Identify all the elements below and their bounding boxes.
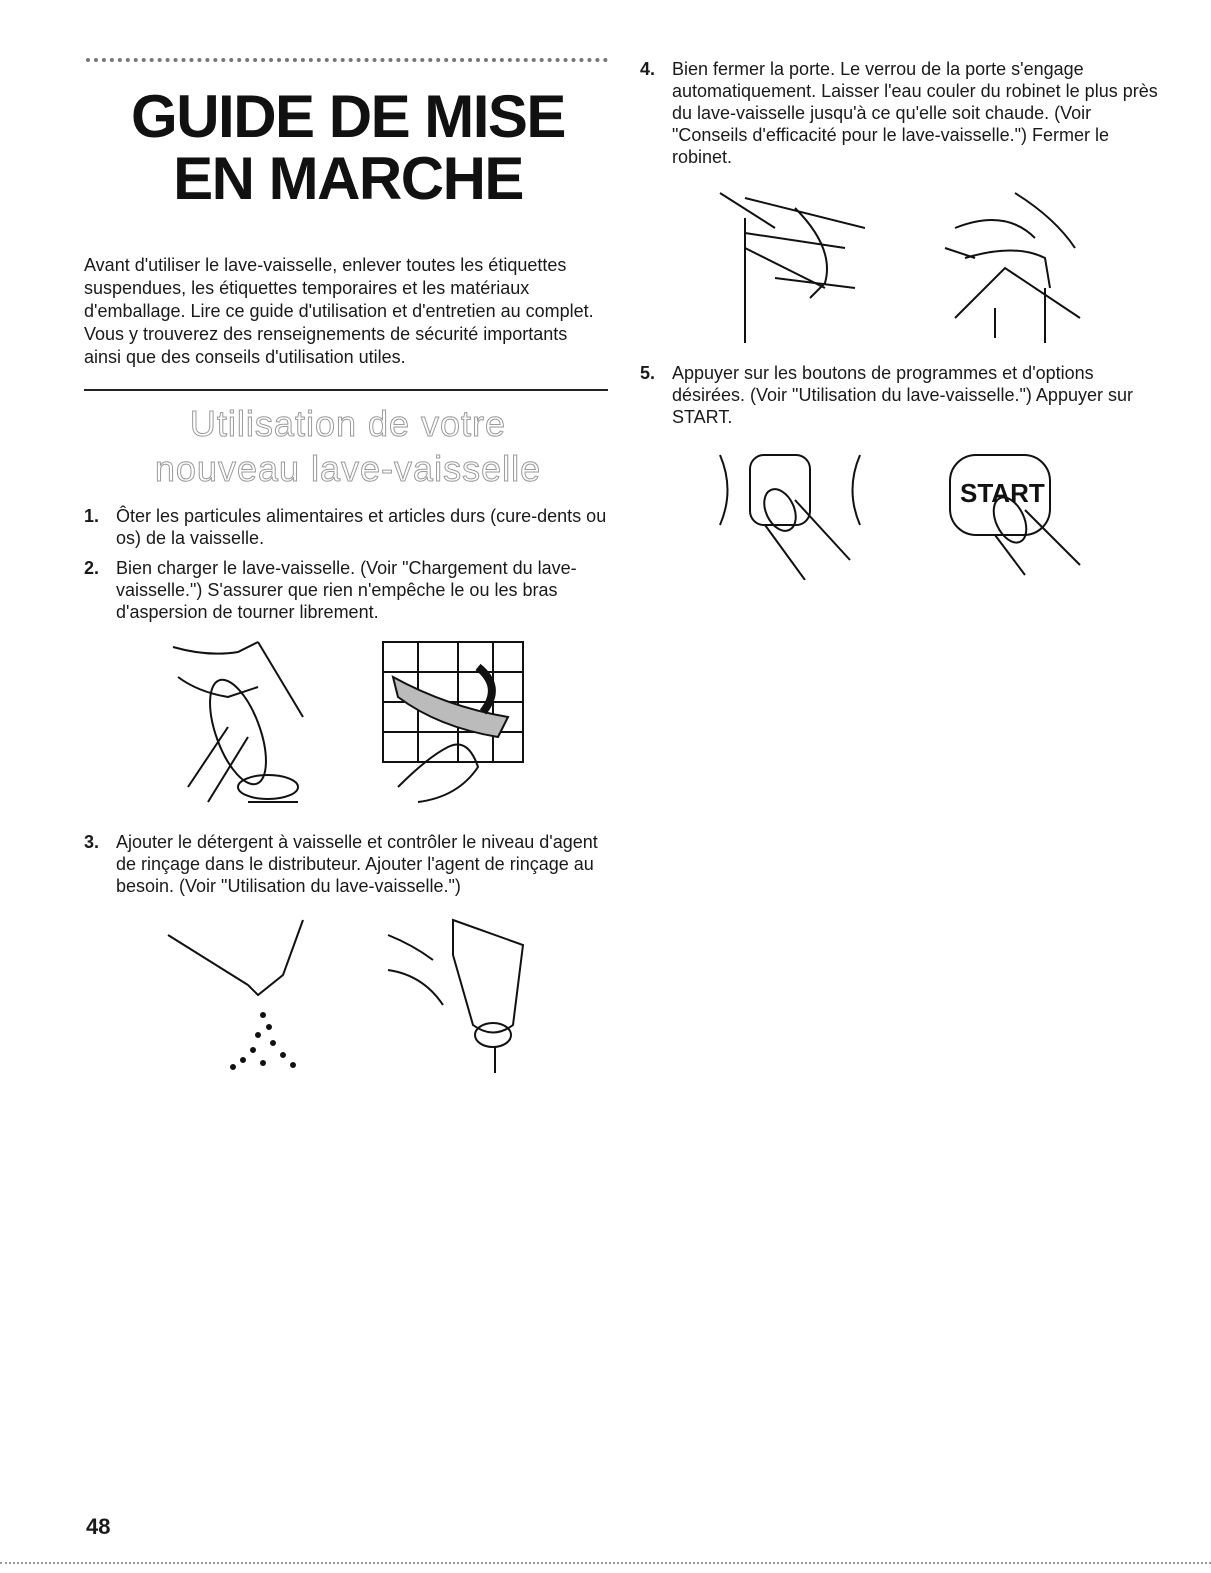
step-number: 3. [84,832,100,852]
pour-detergent-illustration [163,915,313,1075]
step-number: 5. [640,363,656,383]
step-4 [640,58,1160,168]
page-number: 48 [86,1514,111,1539]
step-5 [640,362,1160,428]
step-2 [84,557,612,623]
rinse-aid-bottle-illustration [383,915,533,1075]
top-dotted-rule [86,58,608,62]
step-number: 2. [84,558,100,578]
start-button-illustration [940,450,1090,580]
faucet-illustration [925,188,1085,348]
scrape-dishes-illustration [168,637,308,807]
load-dishwasher-illustration [378,637,528,807]
start-button-text: START [960,478,1045,508]
page-title [84,83,612,212]
step-3-illustrations [84,915,612,1075]
left-column [84,58,612,1075]
intro-paragraph: Avant d'utiliser le lave-vaisselle, enlever toutes les étiquettes suspendues, les étiquettes temporaires et les matériaux d'emballage. Lire ce guide d'utilisation et d'entretien au complet. Vous y trouverez des renseignements de sécurité importants ainsi que des conseils d'utilisation utiles. [84,255,594,367]
step-text: Ajouter le détergent à vaisselle et contrôler le niveau d'agent de rinçage dans le distributeur. Ajouter l'agent de rinçage au besoin. (Voir "Utilisation du lave-vaisselle.") [116,832,598,896]
title-line-2: EN MARCHE [173,145,523,212]
section-subheading [84,401,612,491]
step-4-illustrations [640,188,1160,348]
step-5-illustrations [640,450,1160,580]
step-number: 4. [640,59,656,79]
step-number: 1. [84,506,100,526]
bottom-dotted-rule [0,1562,1211,1564]
step-text: Bien fermer la porte. Le verrou de la porte s'engage automatiquement. Laisser l'eau couler du robinet le plus près du lave-vaisselle jusqu'à ce qu'elle soit chaude. (Voir "Conseils d'efficacité pour le lave-vaisselle.") Fermer le robinet. [672,59,1158,167]
step-text: Bien charger le lave-vaisselle. (Voir "Chargement du lave-vaisselle.") S'assurer que rien n'empêche le ou les bras d'aspersion de tourner librement. [116,558,577,622]
step-3 [84,831,612,897]
subheading-line-1: Utilisation de votre [189,403,507,444]
step-1 [84,505,612,549]
step-text: Appuyer sur les boutons de programmes et d'options désirées. (Voir "Utilisation du lave-vaisselle.") Appuyer sur START. [672,363,1133,427]
step-2-illustrations [84,637,612,807]
close-door-illustration [715,188,865,348]
subheading-line-2: nouveau lave-vaisselle [154,448,542,489]
section-divider [84,389,608,391]
title-line-1: GUIDE DE MISE [131,83,565,150]
step-text: Ôter les particules alimentaires et articles durs (cure-dents ou os) de la vaisselle. [116,506,607,548]
right-column [640,58,1160,580]
option-buttons-illustration [710,450,880,580]
